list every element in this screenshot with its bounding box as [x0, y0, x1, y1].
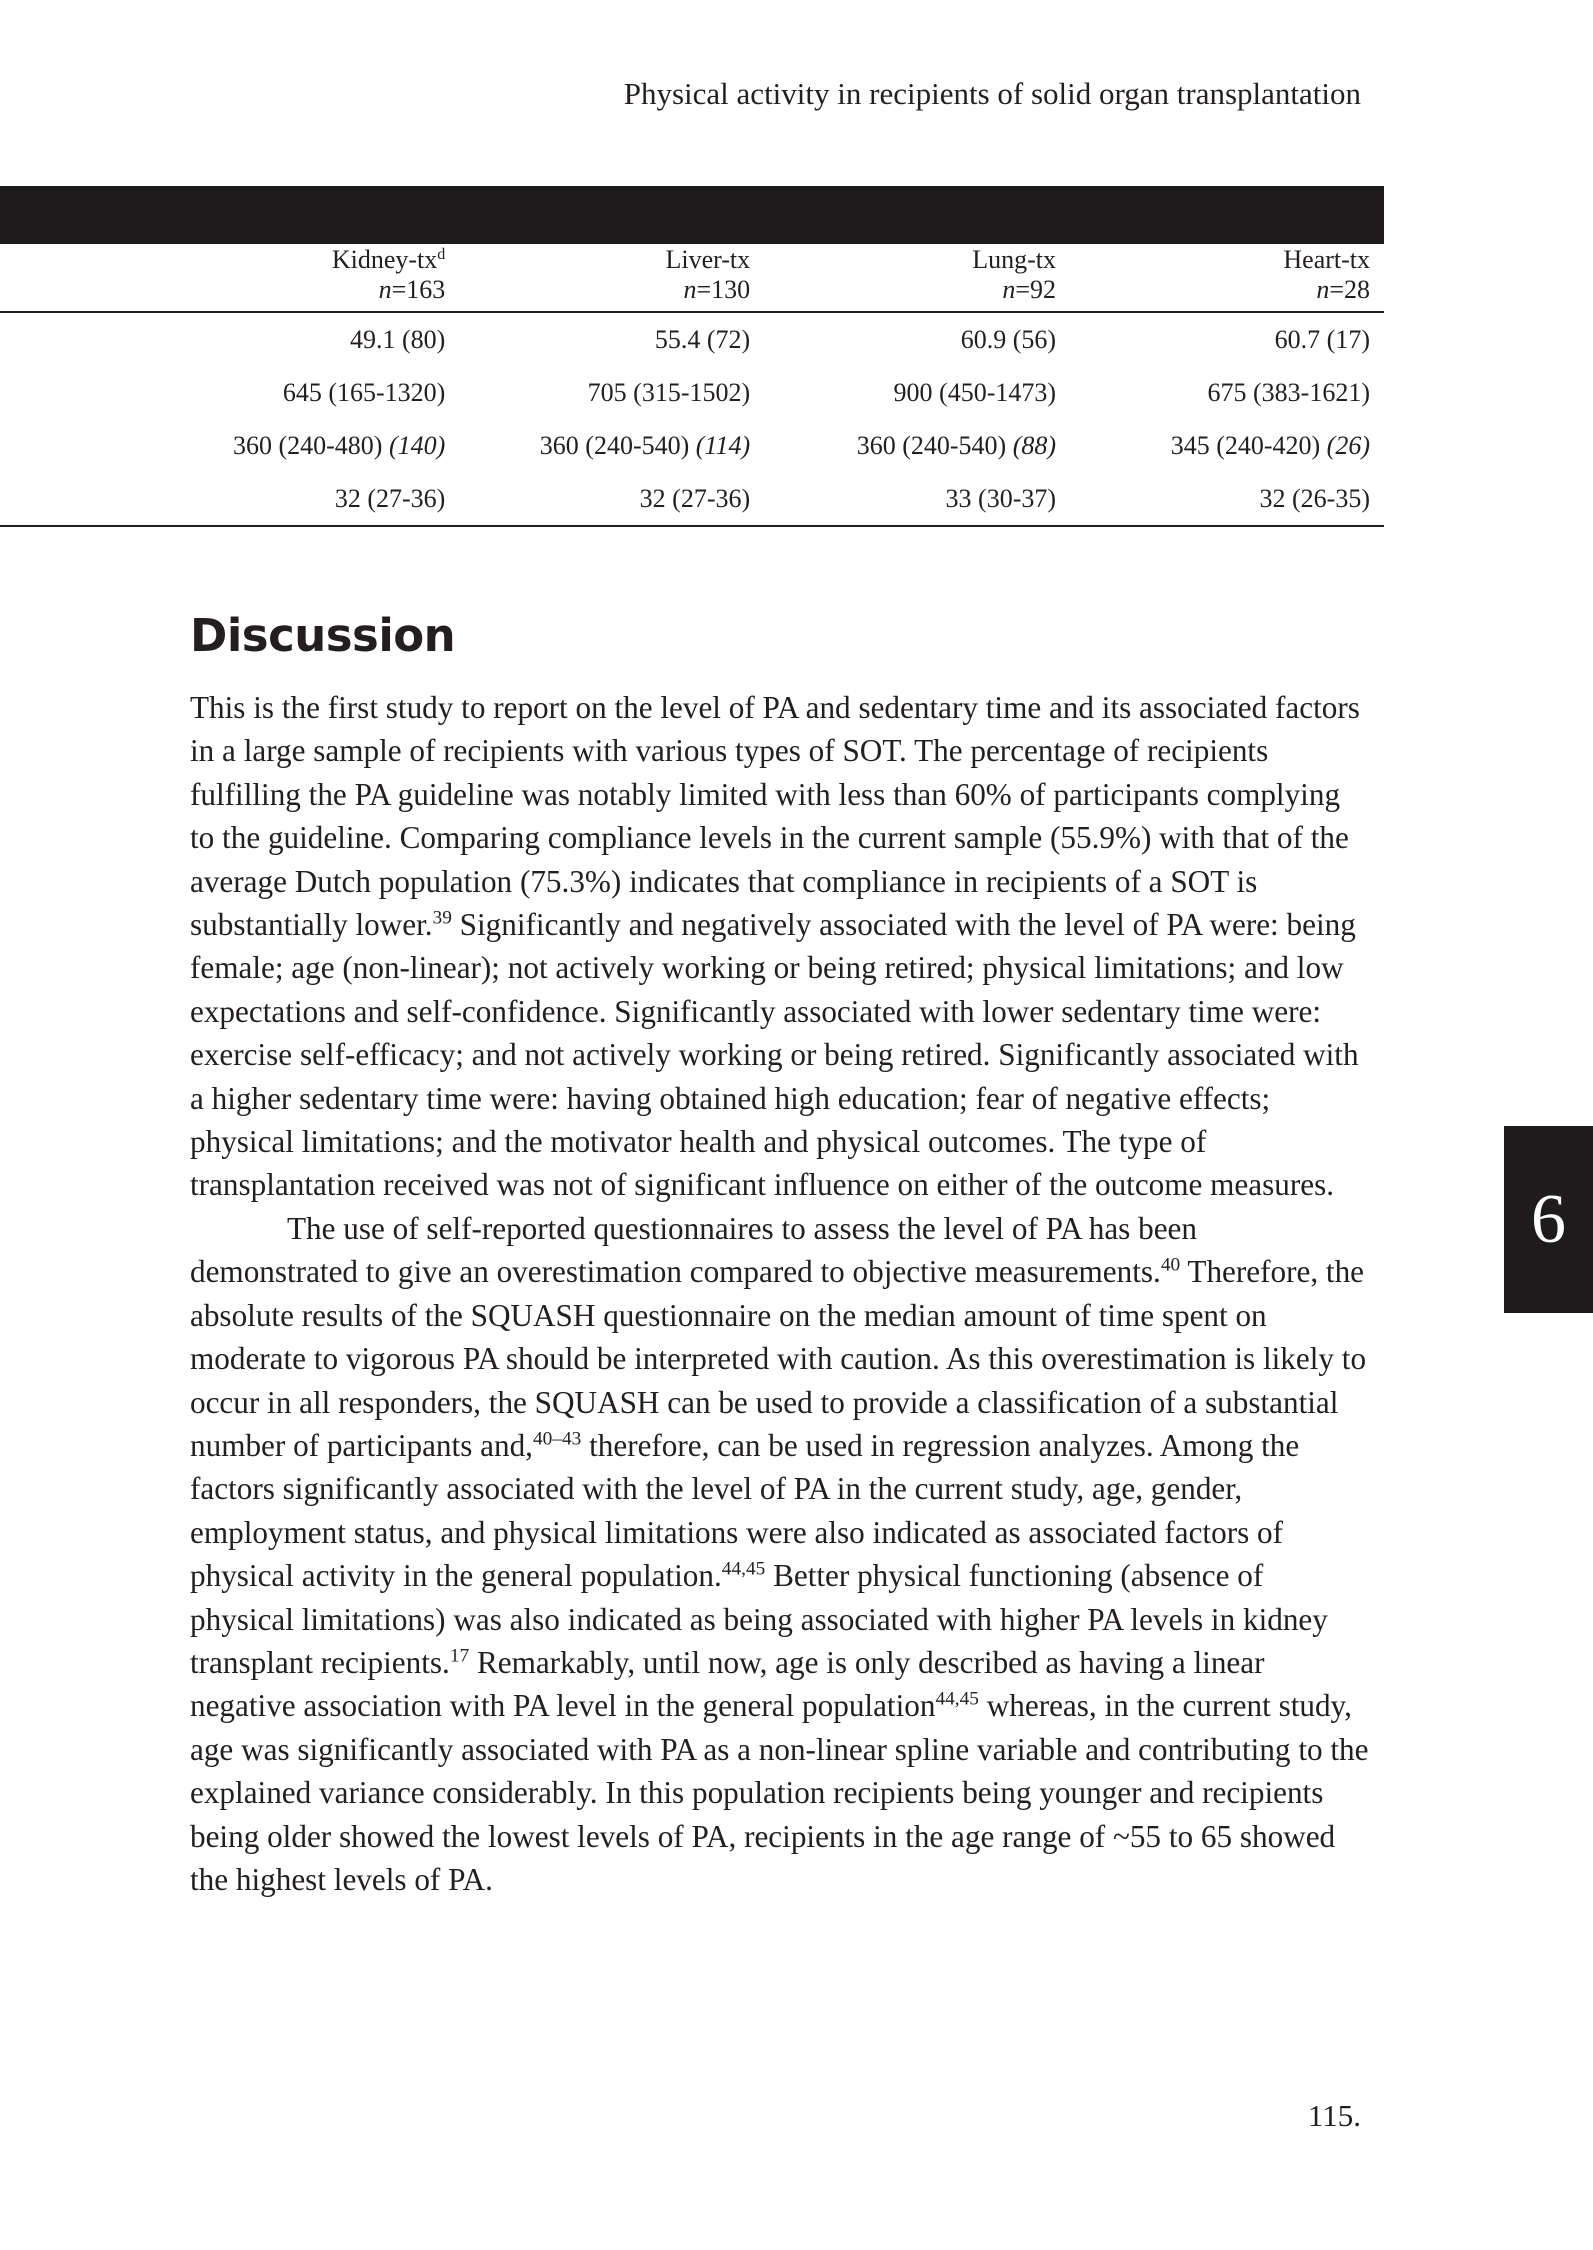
- table-cell: 33 (30-37): [764, 472, 1070, 526]
- chapter-thumb-tab: [1504, 1126, 1593, 1313]
- table-cell: 60.9 (56): [960, 324, 1057, 354]
- table-cell-blank: [0, 366, 182, 419]
- table-cell-blank: [0, 472, 182, 526]
- table-cell: 32 (27-36): [182, 472, 460, 526]
- table-cell: 49.1 (80): [349, 324, 446, 354]
- table-cell: 55.4 (72): [654, 324, 751, 354]
- citation-superscript: 40–43: [532, 1428, 582, 1450]
- table-cell: 360 (240-480) (140): [232, 430, 446, 460]
- table-cell: 345 (240-420) (26): [1170, 430, 1370, 460]
- table-cell: 32 (27-36): [459, 472, 764, 526]
- table-header-row: [0, 244, 1384, 312]
- table-cell-blank: [0, 419, 182, 472]
- table-row: [0, 472, 1384, 526]
- paragraph: The use of self-reported questionnaires to assess the level of PA has been demonstrated to give an overestimation compared to objective measurements.$^{40}$ Therefore, the absolute results of the SQUASH questionnaire on the median amount of time spent on moderate to vigorous PA should be interpreted with caution. As this overestimation is likely to occur in all responders, the SQUASH can be used to provide a classification of a substantial number of participants and,$^{40-43}$ therefore, can be used in regression analyzes. Among the factors significantly associated with the level of PA in the current study, age, gender, employment status, and physical limitations were also indicated as associated factors of physical activity in the general population.$^{44,45}$ Better physical functioning (absence of physical limitations) was also indicated as being associated with higher PA levels in kidney transplant recipients.$^{17}$ Remarkably, until now, age is only described as having a linear negative association with PA level in the general population$^{44,45}$ whereas, in the current study, age was significantly associated with PA as a non-linear spline variable and contributing to the explained variance considerably. In this population recipients being younger and recipients being older showed the lowest levels of PA, recipients in the age range of ~55 to 65 showed the highest levels of PA.: [190, 1210, 1369, 1897]
- running-head: Physical activity in recipients of solid organ transplantation: [623, 76, 1361, 111]
- table-cell-blank: [0, 312, 182, 366]
- table-cell: 32 (26-35): [1070, 472, 1384, 526]
- page-number: 115.: [1307, 2098, 1361, 2133]
- results-table: [0, 244, 1384, 527]
- table-header-bar: [0, 186, 1384, 244]
- discussion-body: [190, 686, 1370, 1901]
- column-header-lung: Lung-tx n=92: [764, 244, 1070, 312]
- citation-superscript: 39: [432, 907, 452, 929]
- table-row: [0, 366, 1384, 419]
- section-title-discussion: Discussion: [190, 609, 456, 662]
- citation-superscript: 17: [449, 1645, 470, 1667]
- table-cell: 360 (240-540) (114): [539, 430, 751, 460]
- table-cell: 360 (240-540) (88): [856, 430, 1057, 460]
- table-cell: 645 (165-1320): [282, 377, 446, 407]
- table-cell: 705 (315-1502): [587, 377, 751, 407]
- paragraph: This is the first study to report on the level of PA and sedentary time and its associated factors in a large sample of recipients with various types of SOT. The percentage of recipients fulfilling the PA guideline was notably limited with less than 60% of participants complying to the guideline. Comparing compliance levels in the current sample (55.9%) with that of the average Dutch population (75.3%) indicates that compliance in recipients of a SOT is substantially lower.$^{39}$ Significantly and negatively associated with the level of PA were: being female; age (non-linear); not actively working or being retired; physical limitations; and low expectations and self-confidence. Significantly associated with lower sedentary time were: exercise self-efficacy; and not actively working or being retired. Significantly associated with a higher sedentary time were: having obtained high education; fear of negative effects; physical limitations; and the motivator health and physical outcomes. The type of transplantation received was not of significant influence on either of the outcome measures.: [190, 690, 1360, 1203]
- results-table-wrapper: [0, 244, 1384, 527]
- citation-superscript: 44,45: [935, 1688, 979, 1710]
- chapter-number: 6: [1531, 1180, 1566, 1258]
- column-header-heart: Heart-tx n=28: [1070, 244, 1384, 312]
- citation-superscript: 44,45: [721, 1558, 766, 1580]
- column-header-liver: Liver-tx n=130: [459, 244, 764, 312]
- table-cell: 60.7 (17): [1274, 324, 1370, 354]
- citation-superscript: 40: [1160, 1254, 1181, 1276]
- table-cell: 900 (450-1473): [893, 377, 1057, 407]
- table-row: [0, 419, 1384, 472]
- table-cell: 675 (383-1621): [1207, 377, 1370, 407]
- column-header-kidney: Kidney-$tx^d$ n=163: [182, 244, 460, 312]
- table-row: [0, 312, 1384, 366]
- table-header-blank: [0, 244, 182, 312]
